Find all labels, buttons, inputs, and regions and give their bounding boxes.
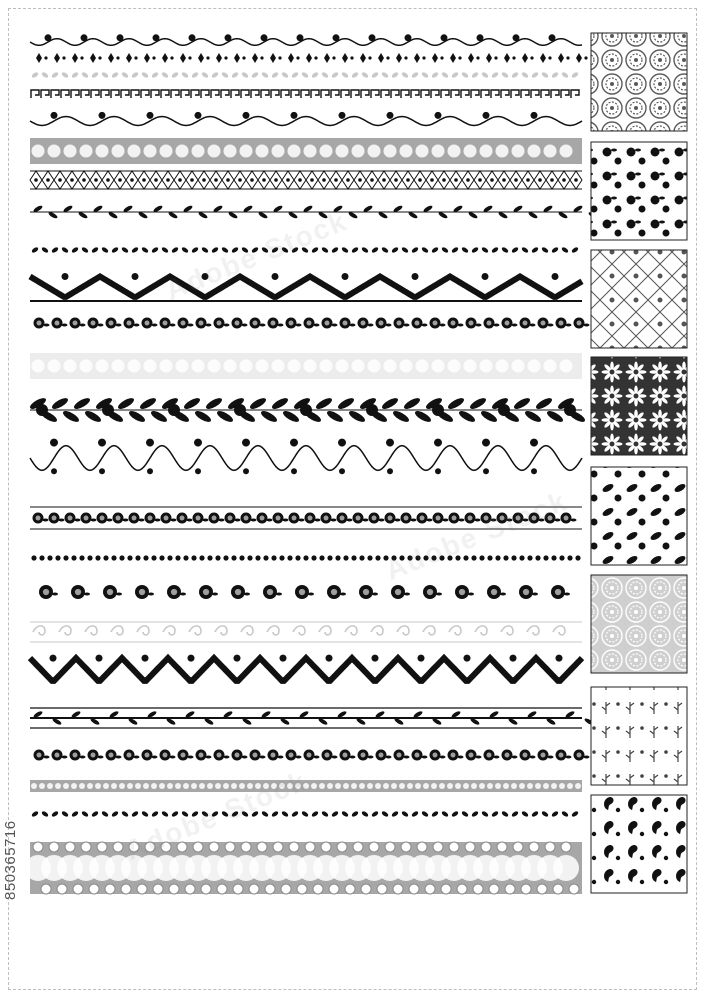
watermark-3: Adobe Stock [121,764,312,867]
swatch-paisley-pattern [591,795,687,893]
watermark-2: Adobe Stock [381,484,572,587]
swatch-sprig-pattern [591,687,687,785]
swatch-mandala-pattern [591,33,687,131]
watermark-1: Adobe Stock [161,204,352,307]
swatch-daisy-pattern [591,357,687,455]
swatch-lattice-pattern [591,250,687,348]
swatch-rose-pattern [591,142,687,240]
swatch-lace-pattern-gray [591,575,687,673]
stock-id: 850365716 [2,820,19,900]
swatch-leaf-pattern [591,467,687,565]
